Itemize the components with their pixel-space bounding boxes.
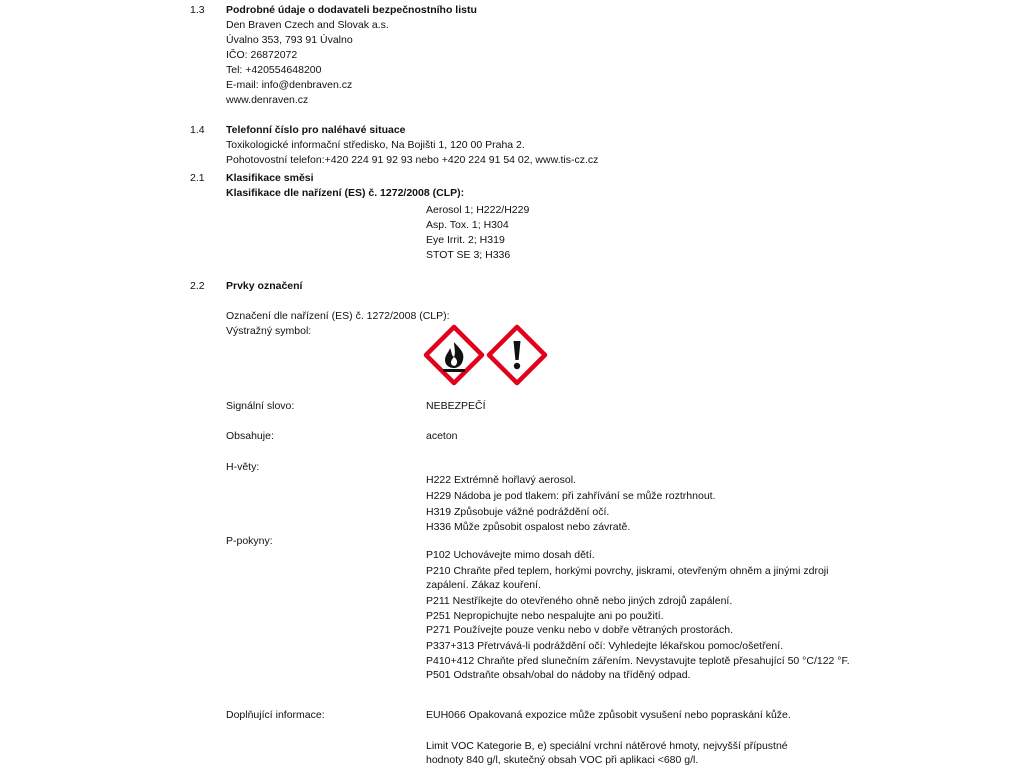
p-statement: P210 Chraňte před teplem, horkými povrchy, jiskrami, otevřeným ohněm a jinými zdroji <box>426 565 829 577</box>
section-2-1-title: Klasifikace směsi <box>226 172 314 184</box>
section-1-3-number: 1.3 <box>190 4 205 16</box>
p-statement: P251 Nepropichujte nebo nespalujte ani po použití. <box>426 610 664 622</box>
classification-item: Eye Irrit. 2; H319 <box>426 234 505 246</box>
flame-icon <box>423 324 485 386</box>
flame-pictogram <box>423 324 485 386</box>
classification-item: Asp. Tox. 1; H304 <box>426 219 509 231</box>
p-statement: P271 Používejte pouze venku nebo v dobře větraných prostorách. <box>426 624 734 636</box>
signal-word-label: Signální slovo: <box>226 400 295 412</box>
labeling-intro: Označení dle nařízení (ES) č. 1272/2008 (CLP): <box>226 310 450 322</box>
supplier-line: IČO: 26872072 <box>226 49 298 61</box>
contains-value: aceton <box>426 430 458 442</box>
supplier-line: Tel: +420554648200 <box>226 64 322 76</box>
additional-info-label: Doplňující informace: <box>226 709 325 721</box>
voc-line: Limit VOC Kategorie B, e) speciální vrchní nátěrové hmoty, nejvyšší přípustné <box>426 740 788 752</box>
classification-subtitle: Klasifikace dle nařízení (ES) č. 1272/2008 (CLP): <box>226 187 465 199</box>
supplier-line: E-mail: info@denbraven.cz <box>226 79 353 91</box>
section-1-3-title: Podrobné údaje o dodavateli bezpečnostního listu <box>226 4 477 16</box>
supplier-line: Den Braven Czech and Slovak a.s. <box>226 19 389 31</box>
voc-line: hodnoty 840 g/l, skutečný obsah VOC při aplikaci <680 g/l. <box>426 754 699 766</box>
p-statement: P211 Nestříkejte do otevřeného ohně nebo jiných zdrojů zapálení. <box>426 595 733 607</box>
supplier-line: www.denraven.cz <box>226 94 309 106</box>
h-statements-label: H-věty: <box>226 461 260 473</box>
exclamation-pictogram <box>486 324 548 386</box>
emergency-line: Pohotovostní telefon:+420 224 91 92 93 nebo +420 224 91 54 02, www.tis-cz.cz <box>226 154 599 166</box>
h-statement: H229 Nádoba je pod tlakem: při zahřívání se může roztrhnout. <box>426 490 716 502</box>
classification-item: Aerosol 1; H222/H229 <box>426 204 530 216</box>
section-2-2-number: 2.2 <box>190 280 205 292</box>
emergency-line: Toxikologické informační středisko, Na Bojišti 1, 120 00 Praha 2. <box>226 139 525 151</box>
exclamation-icon <box>486 324 548 386</box>
p-statement: zapálení. Zákaz kouření. <box>426 579 541 591</box>
euh-statement: EUH066 Opakovaná expozice může způsobit vysušení nebo popraskání kůže. <box>426 709 791 721</box>
supplier-details <box>226 18 389 108</box>
h-statement: H336 Může způsobit ospalost nebo závratě. <box>426 521 631 533</box>
section-1-4-number: 1.4 <box>190 124 205 136</box>
signal-word-value: NEBEZPEČÍ <box>426 400 486 412</box>
contains-label: Obsahuje: <box>226 430 274 442</box>
h-statement: H222 Extrémně hořlavý aerosol. <box>426 474 576 486</box>
section-2-2-title: Prvky označení <box>226 280 303 292</box>
symbol-label: Výstražný symbol: <box>226 325 312 337</box>
supplier-line: Úvalno 353, 793 91 Úvalno <box>226 34 353 46</box>
p-statement: P102 Uchovávejte mimo dosah dětí. <box>426 549 595 561</box>
p-statement: P337+313 Přetrvává-li podráždění očí: Vyhledejte lékařskou pomoc/ošetření. <box>426 640 784 652</box>
p-statement: P410+412 Chraňte před slunečním zářením. Nevystavujte teplotě přesahující 50 °C/122 °F. <box>426 655 850 667</box>
h-statement: H319 Způsobuje vážné podráždění očí. <box>426 506 610 518</box>
section-2-1-number: 2.1 <box>190 172 205 184</box>
p-statements-label: P-pokyny: <box>226 535 273 547</box>
classification-item: STOT SE 3; H336 <box>426 249 511 261</box>
section-1-4-title: Telefonní číslo pro naléhavé situace <box>226 124 406 136</box>
p-statement: P501 Odstraňte obsah/obal do nádoby na tříděný odpad. <box>426 669 691 681</box>
